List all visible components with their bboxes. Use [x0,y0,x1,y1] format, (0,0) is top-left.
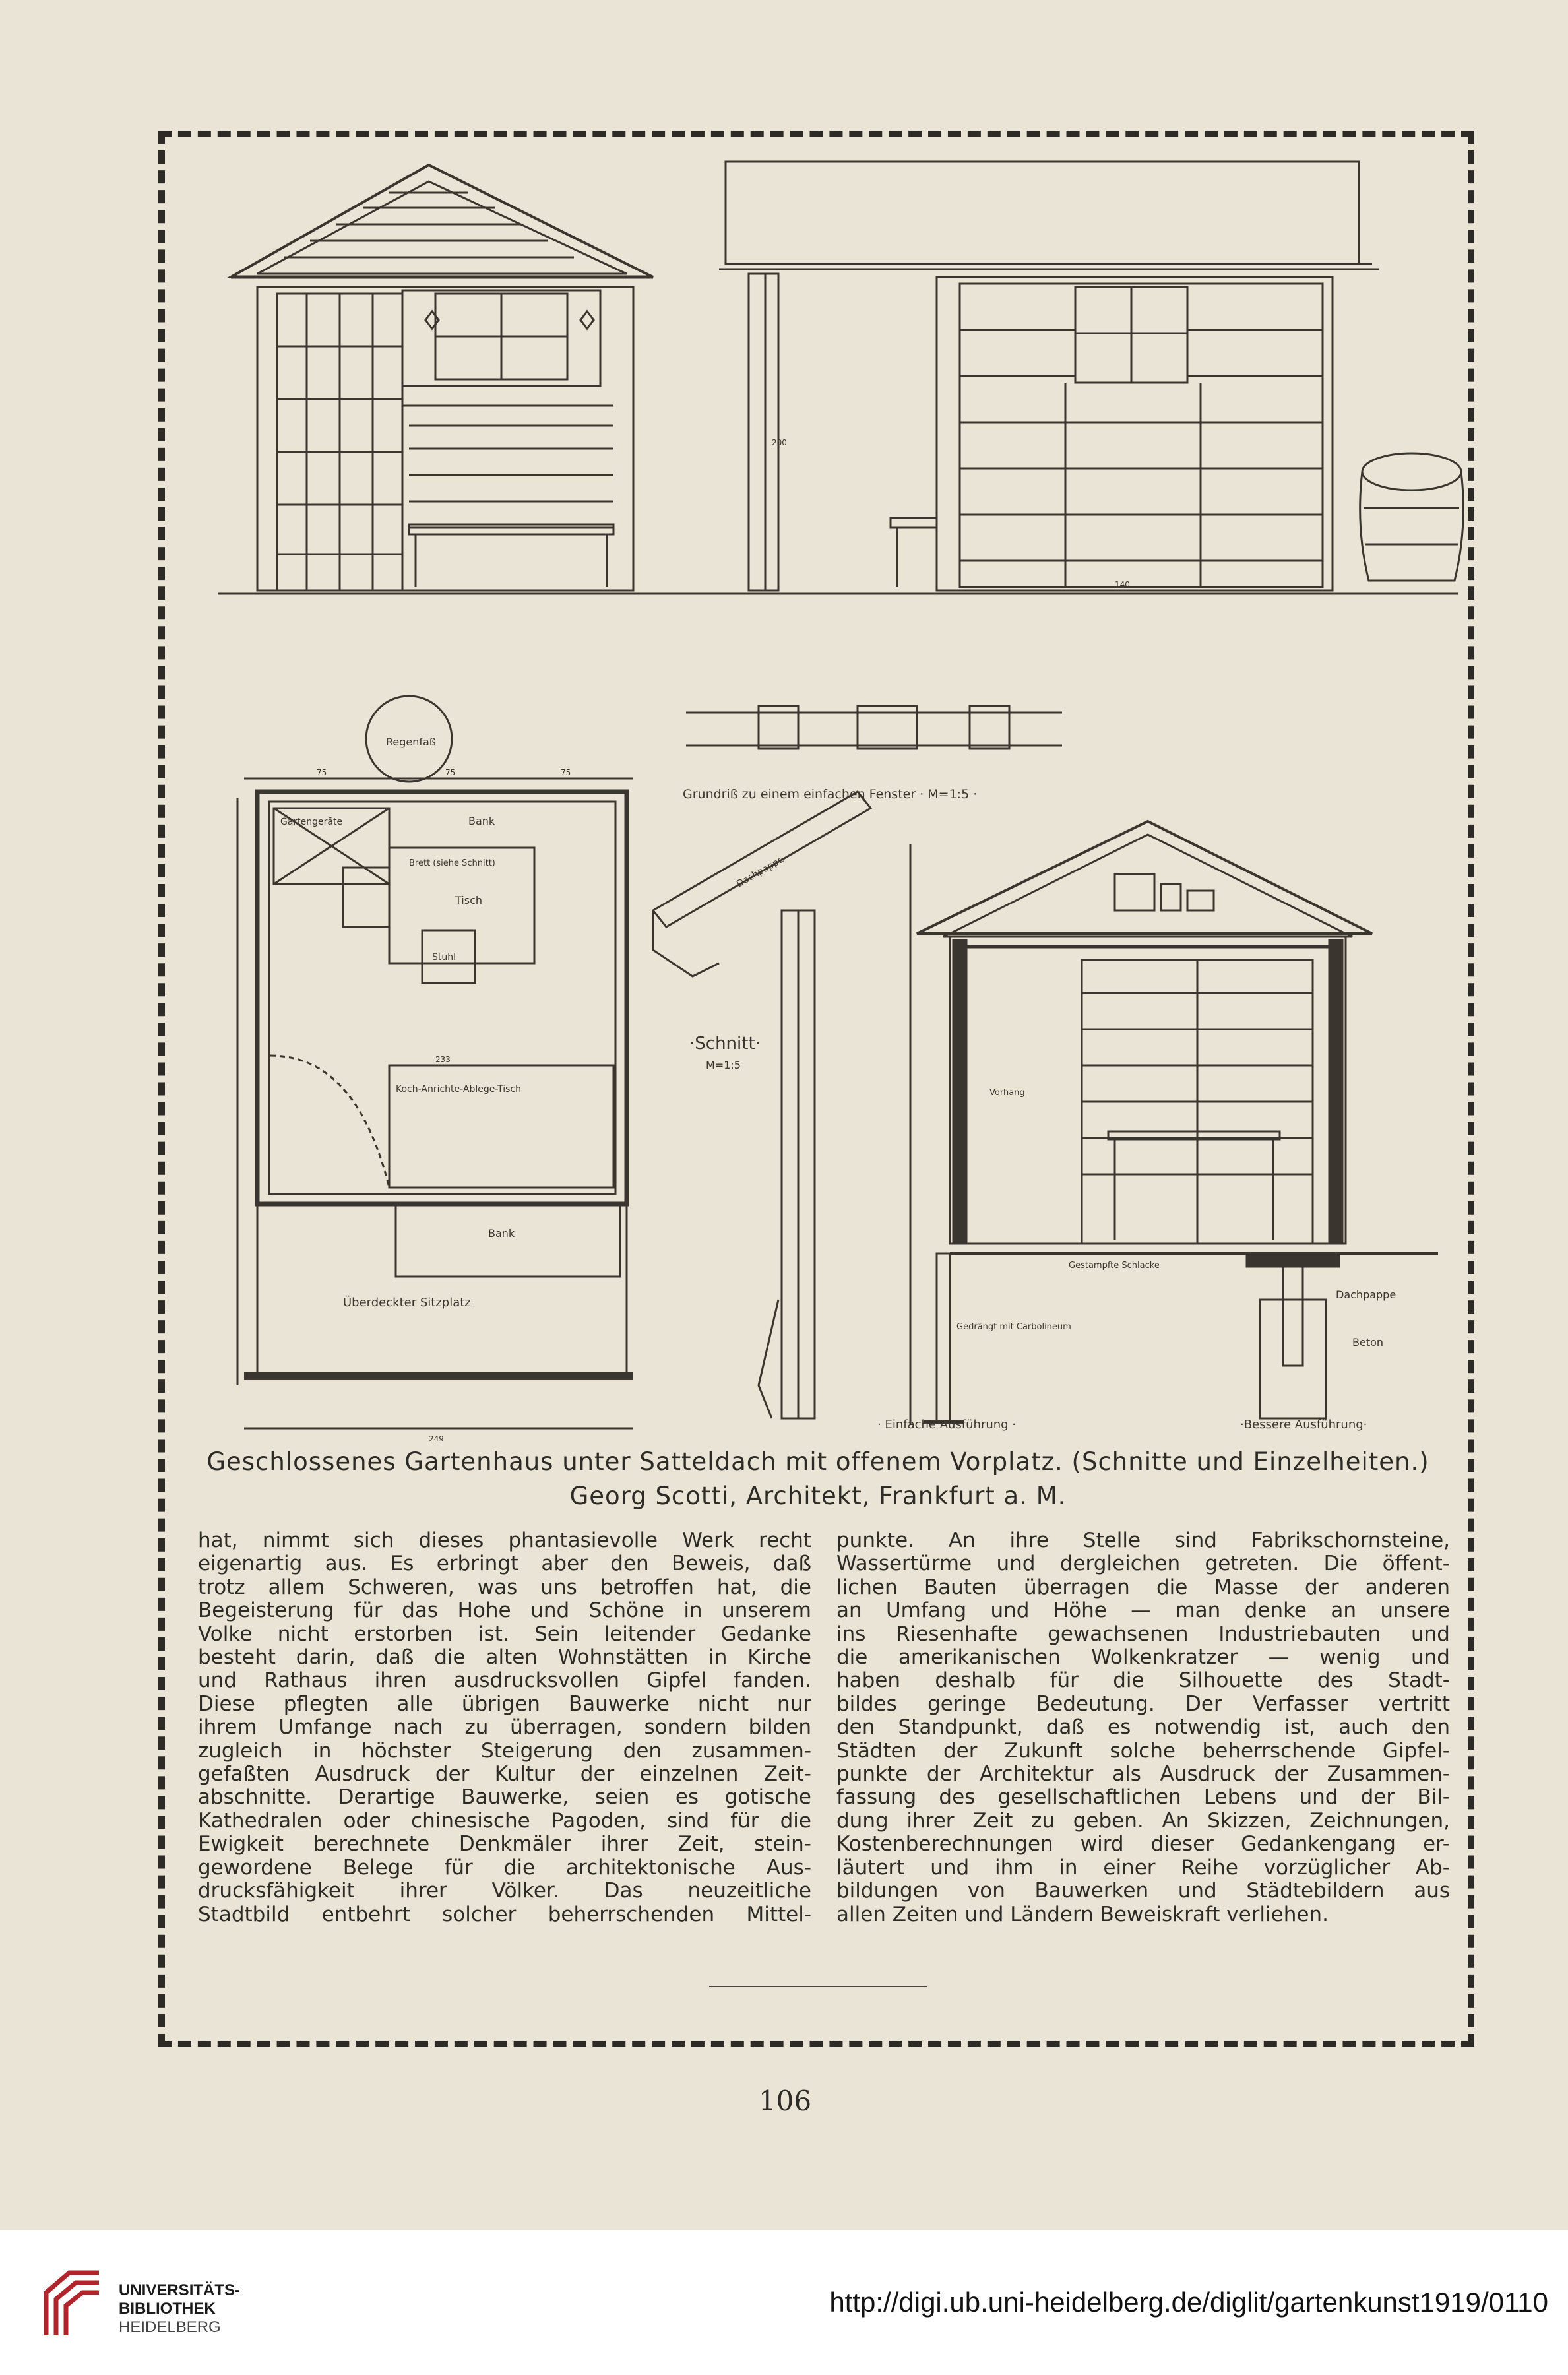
digitization-footer [0,2230,1568,2375]
text-line: Ewigkeit berechnete Denkmäler ihrer Zeit, stein- [198,1833,811,1856]
right-column [836,1529,1450,1926]
page-number: 106 [758,2085,812,2117]
label-sitzplatz: Überdeckter Sitzplatz [343,1296,471,1310]
label-schnitt-scale: M=1:5 [706,1059,741,1071]
library-name [119,2281,240,2337]
text-line: punkte der Architektur als Ausdruck der Zusammen- [836,1763,1450,1787]
text-line: lichen Bauten überragen die Masse der anderen [836,1575,1450,1599]
text-line: ihrem Umfange nach zu überragen, sondern bilden [198,1716,811,1740]
text-line: Wassertürme und dergleichen getreten. Die öffent- [836,1552,1450,1576]
text-line: Begeisterung für das Hohe und Schöne in unserem [198,1599,811,1623]
text-line: an Umfang und Höhe — man denke an unsere [836,1599,1450,1623]
label-dachpappe: Dachpappe [1336,1288,1396,1301]
text-line: gewordene Belege für die architektonische Aus- [198,1856,811,1880]
text-line: bildes geringe Bedeutung. Der Verfasser vertritt [836,1692,1450,1716]
caption-author: Georg Scotti, Architekt, Frankfurt a. M. [569,1482,1067,1510]
side-elevation [719,162,1463,590]
label-schnitt: ·Schnitt· [689,1034,761,1054]
label-vorhang: Vorhang [989,1088,1025,1098]
text-line: ins Riesenhafte gewachsenen Industriebauten und [836,1622,1450,1646]
library-logo-icon [40,2269,106,2342]
cross-section [910,821,1438,1425]
text-line: den Standpunkt, daß es notwendig ist, auch den [836,1716,1450,1740]
label-gartengeraete: Gartengeräte [280,817,343,827]
dim-200: 200 [772,438,787,447]
left-column [198,1529,811,1926]
dim-233: 233 [435,1055,451,1064]
text-line: drucksfähigkeit ihrer Völker. Das neuzeitliche [198,1880,811,1903]
text-line: läutert und ihm in einer Reihe vorzüglicher Ab- [836,1856,1450,1880]
front-elevation [231,165,653,590]
text-line: Kathedralen oder chinesische Pagoden, sind für die [198,1809,811,1833]
text-line: abschnitte. Derartige Bauwerke, seien es gotische [198,1786,811,1810]
library-name-line3: HEIDELBERG [119,2318,221,2336]
text-line: haben deshalb für die Silhouette des Stadt- [836,1669,1450,1693]
label-koch: Koch-Anrichte-Ablege-Tisch [396,1084,521,1094]
window-plan-detail [686,706,1062,749]
library-name-line2: BIBLIOTHEK [119,2300,216,2318]
text-line: und Rathaus ihren ausdrucksvollen Gipfel fanden. [198,1669,811,1693]
caption-title: Geschlossenes Gartenhaus unter Satteldach mit offenem Vorplatz. (Schnitte und Einzelheiten.) [206,1447,1429,1476]
label-einfache: · Einfache Ausführung · [877,1418,1017,1432]
section-detail [653,792,871,1418]
section-divider [709,1986,927,1987]
text-line: Stadtbild entbehrt solcher beherrschenden Mittel- [198,1903,811,1926]
dim-75b: 75 [445,768,456,777]
label-bank-top: Bank [468,815,495,827]
label-tisch: Tisch [455,894,482,906]
body-text [198,1529,1451,1951]
text-line: dung ihrer Zeit zu geben. An Skizzen, Zeichnungen, [836,1809,1450,1833]
dim-75c: 75 [561,768,571,777]
text-line: hat, nimmt sich dieses phantasievolle Werk recht [198,1529,811,1552]
label-beton: Beton [1352,1336,1384,1348]
text-line: Städten der Zukunft solche beherrschende Gipfel- [836,1739,1450,1763]
dim-249: 249 [429,1434,444,1443]
text-line: die amerikanischen Wolkenkratzer — wenig und [836,1646,1450,1670]
library-name-line1: UNIVERSITÄTS- [119,2281,241,2299]
dim-75a: 75 [317,768,327,777]
text-line: allen Zeiten und Ländern Beweiskraft verliehen. [836,1903,1329,1926]
text-line: Volke nicht erstorben ist. Sein leitender Gedanke [198,1622,811,1646]
text-line: Kostenberechnungen wird dieser Gedankengang er- [836,1833,1450,1856]
label-carbolineum: Gedrängt mit Carbolineum [956,1322,1071,1332]
text-line: zugleich in höchster Steigerung den zusammen- [198,1739,811,1763]
text-line: eigenartig aus. Es erbringt aber den Beweis, daß [198,1552,811,1576]
text-line: bildungen von Bauwerken und Städtebildern aus [836,1880,1450,1903]
figure-caption [191,1445,1445,1513]
source-url[interactable]: http://digi.ub.uni-heidelberg.de/diglit/gartenkunst1919/0110 [829,2287,1548,2318]
text-line: punkte. An ihre Stelle sind Fabrikschornsteine, [836,1529,1450,1552]
text-line: fassung des gesellschaftlichen Lebens und der Bil- [836,1786,1450,1810]
label-dachpappe-top: Dachpappe [735,854,786,890]
label-bank-bottom: Bank [488,1227,515,1240]
text-line: trotz allem Schweren, was uns betroffen hat, die [198,1575,811,1599]
architectural-drawing [191,158,1471,1445]
label-grundriss-fenster: Grundriß zu einem einfachen Fenster · M=1:5 · [683,787,978,802]
label-regenfass: Regenfaß [386,736,436,748]
text-line: gefaßten Ausdruck der Kultur der einzelnen Zeit- [198,1763,811,1787]
text-line: Diese pflegten alle übrigen Bauwerke nicht nur [198,1692,811,1716]
text-line: besteht darin, daß die alten Wohnstätten in Kirche [198,1646,811,1670]
label-schlacke: Gestampfte Schlacke [1069,1261,1160,1271]
label-brett: Brett (siehe Schnitt) [409,858,495,868]
label-bessere: ·Bessere Ausführung· [1240,1418,1367,1432]
dim-140: 140 [1115,580,1130,589]
label-stuhl: Stuhl [432,952,456,963]
